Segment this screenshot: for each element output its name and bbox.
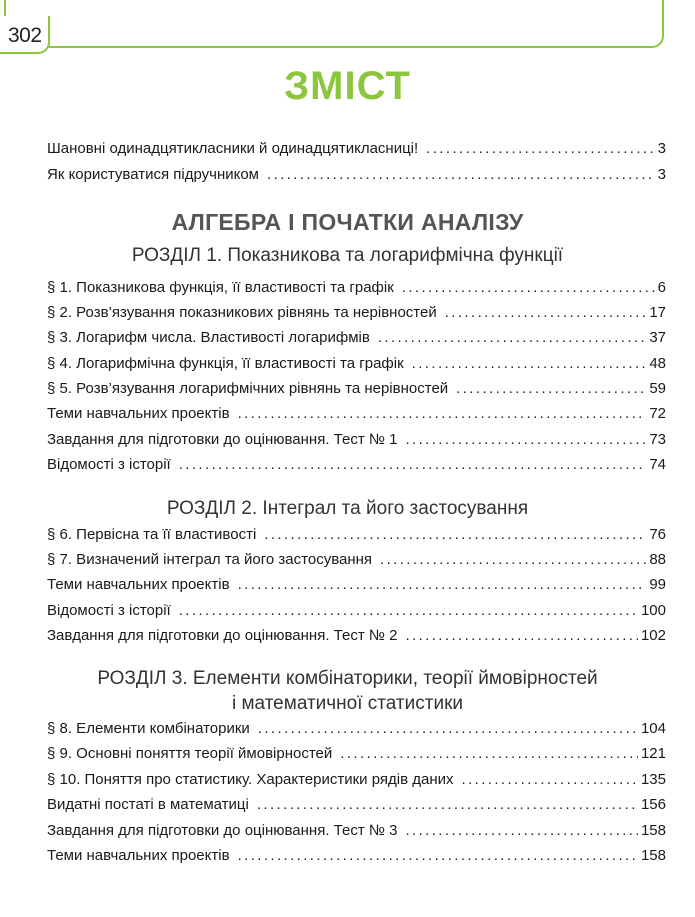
toc-entry-page: 156: [640, 796, 666, 813]
toc-entry[interactable]: [47, 140, 666, 162]
toc-entry[interactable]: [47, 745, 666, 767]
toc-entry[interactable]: [47, 576, 666, 598]
toc-entry-page: 6: [657, 279, 666, 296]
toc-leader-dots: [257, 796, 638, 813]
toc-entry-label: § 5. Розв’язування логарифмічних рівнянь та нерівностей: [47, 380, 449, 397]
toc-entry-label: Видатні постаті в математиці: [47, 796, 249, 813]
toc-entry-page: 102: [640, 627, 666, 644]
toc-entry[interactable]: [47, 796, 666, 818]
section-heading: РОЗДІЛ 2. Інтеграл та його застосування: [166, 498, 529, 519]
toc-entry-page: 104: [640, 720, 666, 737]
toc-entry-label: § 6. Первісна та її властивості: [47, 526, 257, 543]
toc-entry-page: 73: [649, 431, 666, 448]
toc-entry-page: 48: [649, 355, 666, 372]
page-title: ЗМІСТ: [284, 64, 411, 108]
toc-entry-label: Як користуватися підручником: [47, 166, 259, 183]
toc-entry[interactable]: [47, 355, 666, 377]
toc-entry-label: Теми навчальних проектів: [47, 405, 230, 422]
toc-leader-dots: [258, 720, 638, 737]
toc-entry-label: § 2. Розв’язування показникових рівнянь та нерівностей: [47, 304, 437, 321]
toc-entry-page: 99: [649, 576, 666, 593]
toc-entry-label: § 3. Логарифм числа. Властивості логарифмів: [47, 329, 370, 346]
toc-leader-dots: [405, 431, 646, 448]
toc-entry-page: 3: [657, 140, 666, 157]
toc-entry-page: 17: [649, 304, 666, 321]
toc-leader-dots: [456, 380, 646, 397]
toc-entry[interactable]: [47, 279, 666, 301]
toc-entry[interactable]: [47, 526, 666, 548]
toc-leader-dots: [267, 166, 655, 183]
toc-leader-dots: [462, 771, 638, 788]
toc-entry-page: 76: [649, 526, 666, 543]
toc-entry[interactable]: [47, 456, 666, 478]
toc-entry-label: § 4. Логарифмічна функція, її властивості та графік: [47, 355, 404, 372]
toc-entry-label: Завдання для підготовки до оцінювання. Тест № 2: [47, 627, 398, 644]
toc-entry-page: 3: [657, 166, 666, 183]
toc-entry-page: 88: [649, 551, 666, 568]
toc-entry[interactable]: [47, 380, 666, 402]
toc-entry-label: Завдання для підготовки до оцінювання. Тест № 3: [47, 822, 398, 839]
toc-entry-page: 158: [640, 822, 666, 839]
toc-entry[interactable]: [47, 329, 666, 351]
toc-entry-page: 135: [640, 771, 666, 788]
toc-entry-label: Відомості з історії: [47, 602, 171, 619]
toc-entry-page: 37: [649, 329, 666, 346]
toc-leader-dots: [238, 576, 647, 593]
toc-entry[interactable]: [47, 822, 666, 844]
toc-entry-label: Завдання для підготовки до оцінювання. Тест № 1: [47, 431, 398, 448]
toc-entry[interactable]: [47, 771, 666, 793]
toc-leader-dots: [380, 551, 646, 568]
toc-entry[interactable]: [47, 720, 666, 742]
toc-entry[interactable]: [47, 627, 666, 649]
toc-entry[interactable]: [47, 431, 666, 453]
toc-leader-dots: [340, 745, 638, 762]
toc-entry-page: 59: [649, 380, 666, 397]
toc-leader-dots: [445, 304, 647, 321]
section-heading-continued: і математичної статистики: [231, 693, 463, 714]
toc-entry[interactable]: [47, 166, 666, 188]
toc-entry-page: 158: [640, 847, 666, 864]
toc-leader-dots: [238, 847, 638, 864]
toc-entry-page: 74: [649, 456, 666, 473]
toc-leader-dots: [405, 627, 638, 644]
toc-entry-label: § 8. Елементи комбінаторики: [47, 720, 250, 737]
toc-entry[interactable]: [47, 405, 666, 427]
toc-entry-label: § 9. Основні поняття теорії ймовірностей: [47, 745, 333, 762]
section-heading: РОЗДІЛ 1. Показникова та логарифмічна функції: [131, 245, 564, 266]
toc-entry[interactable]: [47, 551, 666, 573]
toc-entry[interactable]: [47, 847, 666, 869]
toc-leader-dots: [264, 526, 646, 543]
toc-leader-dots: [179, 456, 647, 473]
toc-leader-dots: [238, 405, 647, 422]
toc-entry[interactable]: [47, 304, 666, 326]
part-heading: АЛГЕБРА І ПОЧАТКИ АНАЛІЗУ: [171, 209, 524, 235]
page-frame: [4, 0, 664, 48]
toc-leader-dots: [426, 140, 654, 157]
toc-leader-dots: [405, 822, 638, 839]
toc-entry-label: § 10. Поняття про статистику. Характеристики рядів даних: [47, 771, 454, 788]
toc-entry-page: 100: [640, 602, 666, 619]
toc-entry-label: Шановні одинадцятикласники й одинадцятикласниці!: [47, 140, 419, 157]
toc-entry-page: 72: [649, 405, 666, 422]
toc-leader-dots: [378, 329, 647, 346]
toc-entry-label: § 1. Показникова функція, її властивості та графік: [47, 279, 394, 296]
toc-entry-page: 121: [640, 745, 666, 762]
page-number: 302: [8, 24, 42, 47]
toc-entry-label: Відомості з історії: [47, 456, 171, 473]
toc-entry-label: Теми навчальних проектів: [47, 847, 230, 864]
toc-entry-label: § 7. Визначений інтеграл та його застосування: [47, 551, 373, 568]
section-heading: РОЗДІЛ 3. Елементи комбінаторики, теорії ймовірностей: [97, 668, 598, 689]
toc-leader-dots: [402, 279, 655, 296]
toc-leader-dots: [412, 355, 647, 372]
toc-entry-label: Теми навчальних проектів: [47, 576, 230, 593]
toc-leader-dots: [179, 602, 638, 619]
toc-entry[interactable]: [47, 602, 666, 624]
